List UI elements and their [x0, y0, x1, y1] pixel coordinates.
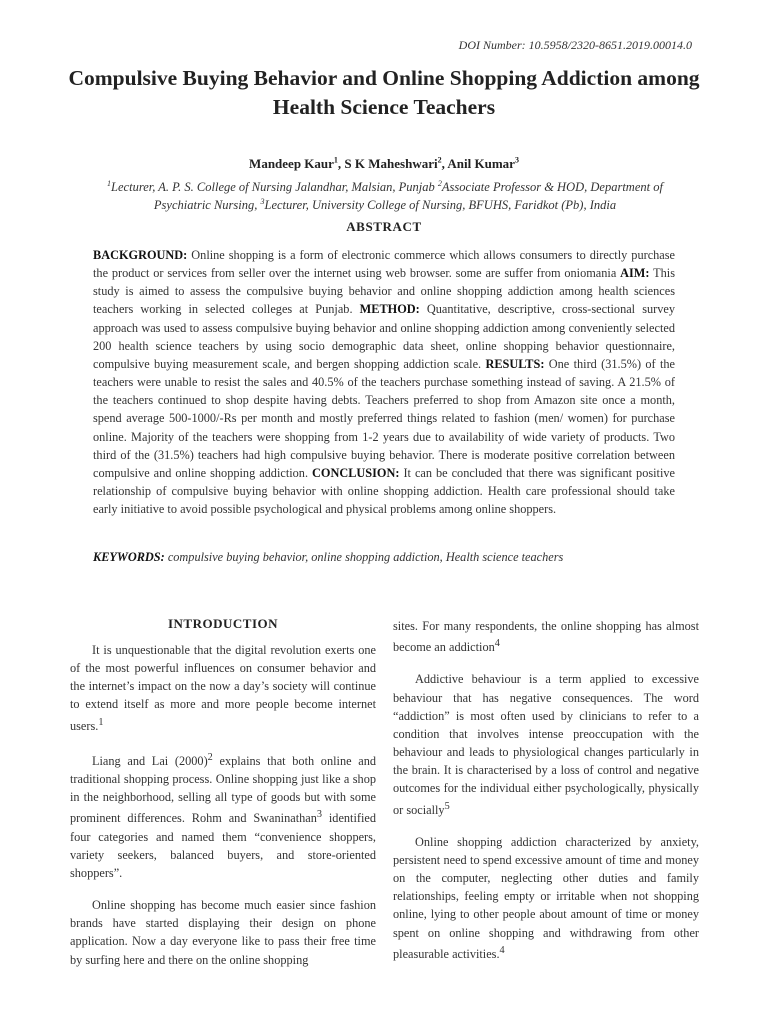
paper-title: Compulsive Buying Behavior and Online Shopping Addiction among Health Science Teachers [68, 66, 700, 119]
doi-number: DOI Number: 10.5958/2320-8651.2019.00014.0 [458, 38, 692, 52]
results-text: One third (31.5%) of the teachers were unable to resist the sales and 40.5% of the teachers purchase something instead of saving. A 21.5% of the teachers continued to shop despite having debts. Teachers preferred to shop from Amazon site once a month, spend average 500-1000/-Rs per month and mostly preferred things related to fashion (men/ women) for purchase online. Majority of the teachers were shopping from 1-2 years due to availability of wide variety of products. Two third of the (31.5%) teachers had high compulsive buying behavior. There is moderate positive correlation between compulsive and online shopping addiction. [93, 356, 675, 480]
affil-sup: 2 [437, 178, 442, 188]
right-column [393, 617, 699, 977]
background-text: Online shopping is a form of electronic commerce which allows consumers to directly purchase the product or services from seller over the internet using web browser. some are suffer from oniomania [93, 248, 675, 281]
intro-paragraph-2 [70, 749, 376, 882]
author-list: Mandeep Kaur$^1$, S K Maheshwari$^2$, Anil Kumar$^3$ [249, 155, 519, 171]
paragraph-text: Addictive behaviour is a term applied to excessive behaviour that has negative consequences. The word “addiction” is most often used by clinicians to refer to a condition that involves intense preoccupation with the behaviour and leads to physiological changes particularly in the brain. It is characterised by a loss of control and negative outcomes for the individual either psychologically, physically or socially [393, 672, 699, 817]
keywords-label: KEYWORDS: [93, 550, 165, 564]
affil-text: Lecturer, A. P. S. College of Nursing Jalandhar, Malsian, Punjab [111, 180, 438, 194]
keywords-text: compulsive buying behavior, online shopping addiction, Health science teachers [164, 550, 564, 564]
abstract-body [93, 246, 675, 518]
author-name: Anil Kumar [447, 156, 515, 171]
paragraph-text: Liang and Lai (2000) [92, 753, 208, 768]
keywords [93, 550, 693, 565]
results-label: RESULTS: [485, 356, 545, 371]
introduction-heading: INTRODUCTION [167, 616, 278, 631]
author-sup: 2 [437, 155, 442, 165]
paragraph-text: explains that both online and traditional shopping process. Online shopping just like a shop in the neighborhood, selling all type of goods but with some prominent differences. Rohm and Swaninathan [70, 753, 376, 826]
affil-text: Lecturer, University College of Nursing, BFUHS, Faridkot (Pb), India [264, 198, 617, 212]
conclusion-label: CONCLUSION: [312, 465, 400, 480]
intro-paragraph-4 [393, 617, 699, 656]
citation-sup: 4 [499, 944, 505, 956]
author-name: Mandeep Kaur [249, 156, 334, 171]
paragraph-text: Online shopping has become much easier since fashion brands have started displaying their design on phone application. Now a day everyone like to pass their free time by surfing here and there on the online shopping [70, 898, 376, 967]
paragraph-text: Online shopping addiction characterized by anxiety, persistent need to spend excessive amount of time and money on the computer, neglecting other duties and family relationships, feeling empty or irritable when not shopping online, lying to other people about amount of time or money spent on online shopping and withdrawing from other pleasurable activities. [393, 834, 699, 961]
aim-text: This study is aimed to assess the compulsive buying behavior and online shopping addiction among health sciences teachers working in selected colleges at Punjab. [93, 266, 676, 317]
affil-sup: 1 [107, 178, 112, 188]
affil-text: Associate Professor & HOD, Department of Psychiatric Nursing, [153, 180, 663, 212]
left-column [70, 617, 376, 983]
citation-sup: 4 [494, 638, 500, 650]
citation-sup: 5 [444, 800, 450, 812]
method-label: METHOD: [359, 302, 420, 317]
intro-paragraph-5 [393, 670, 699, 818]
background-label: BACKGROUND: [93, 248, 188, 262]
author-sup: 1 [333, 155, 338, 165]
citation-sup: 1 [98, 716, 104, 728]
citation-sup: 2 [207, 751, 213, 763]
intro-paragraph-3 [70, 896, 376, 969]
citation-sup: 3 [316, 809, 322, 821]
paragraph-text: sites. For many respondents, the online shopping has almost become an addiction [393, 619, 699, 655]
author-name: S K Maheshwari [344, 156, 438, 171]
intro-paragraph-6 [393, 833, 699, 963]
paragraph-text: identified four categories and named them “convenience shoppers, variety seekers, balanced buyers, and store-oriented shoppers”. [70, 811, 376, 880]
author-sup: 3 [514, 155, 519, 165]
affiliations [90, 178, 680, 214]
intro-paragraph-1 [70, 641, 376, 735]
paragraph-text: It is unquestionable that the digital revolution exerts one of the most powerful influences on consumer behavior and the internet’s impact on the now a day’s society will continue to extend itself as more and more people become internet users. [70, 643, 376, 733]
method-text: Quantitative, descriptive, cross-sectional survey approach was used to assess compulsive buying behavior and online shopping addiction among conveniently selected 200 health science teachers by using socio demographic data sheet, online shopping behavior questionnaire, compulsive buying measurement scale, and bergen shopping addiction scale. [93, 302, 675, 371]
conclusion-text: It can be concluded that there was significant positive relationship of compulsive buying behavior with online shopping addiction. Health care professional should take early initiative to avoid possible psychological and physical problems among online shoppers. [93, 465, 675, 517]
affil-sup: 3 [260, 196, 265, 206]
abstract-heading: ABSTRACT [346, 219, 422, 234]
aim-label: AIM: [620, 266, 650, 281]
